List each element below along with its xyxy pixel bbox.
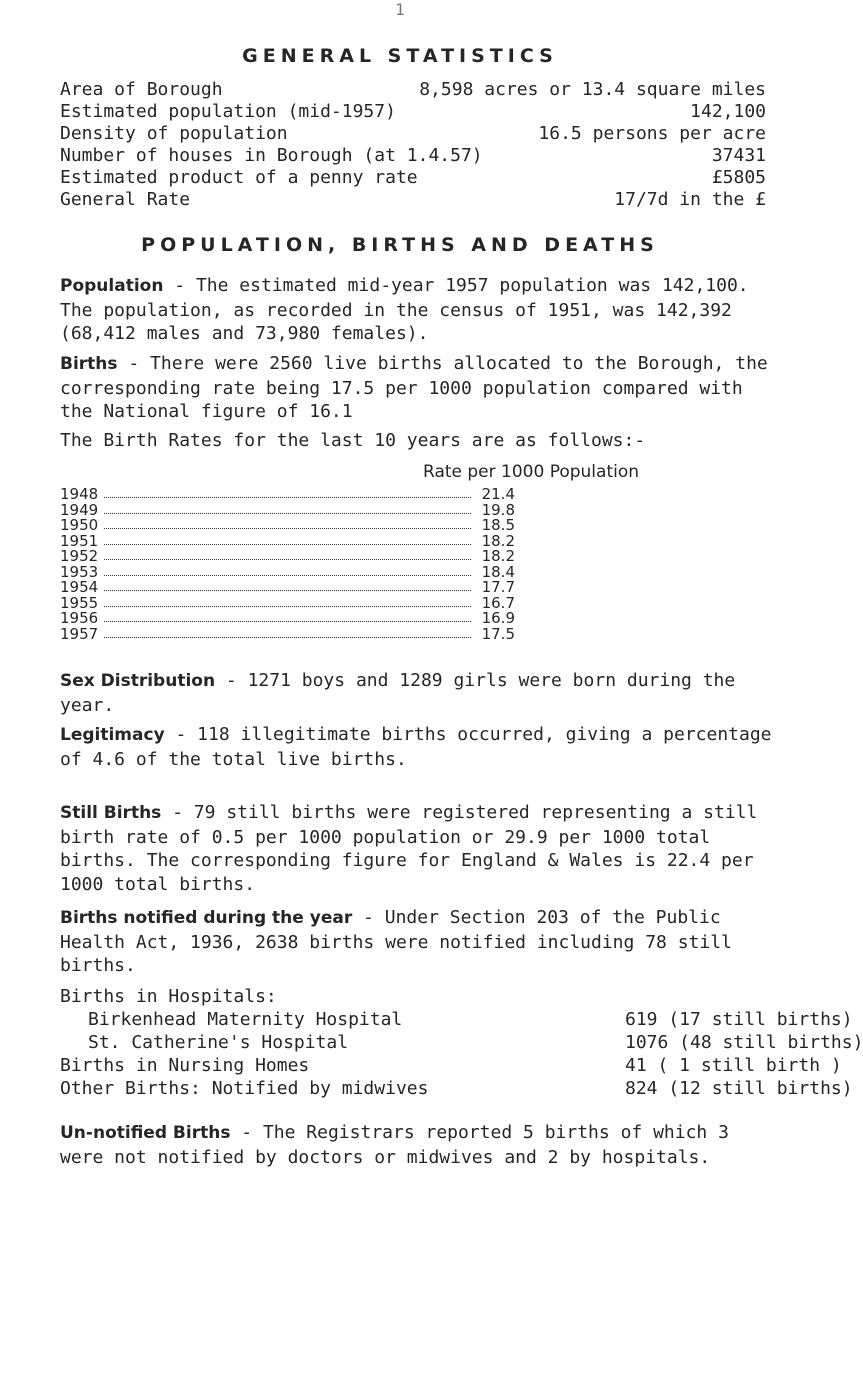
stat-label: Number of houses in Borough (at 1.4.57): [60, 145, 483, 166]
population-label: Population: [60, 276, 164, 296]
stat-value: 37431: [711, 145, 766, 166]
hospital-count: 1076 (48 still births): [625, 1032, 863, 1053]
year: 1951: [60, 531, 99, 550]
sex-distribution-label: Sex Distribution: [60, 671, 216, 691]
leader-dots: [104, 544, 471, 545]
leader-dots: [104, 559, 471, 560]
stat-row: [60, 167, 766, 189]
page-number: 1: [395, 0, 405, 19]
unnotified-label: Un-notified Births: [60, 1123, 231, 1143]
birth-rate-row: [60, 625, 515, 641]
rate: 16.7: [481, 593, 515, 612]
leader-dots: [104, 528, 471, 529]
leader-dots: [104, 637, 471, 638]
hospital-row: [60, 1055, 842, 1078]
still-births-text: - 79 still births were registered representing a still birth rate of 0.5 per 1000 population or 29.9 per 1000 total births. The corresponding figure for England & Wales is 22.4 per 1000 total births.: [60, 802, 758, 895]
still-births-label: Still Births: [60, 803, 162, 823]
stat-label: Estimated population (mid-1957): [60, 101, 396, 122]
stat-value: 16.5 persons per acre: [538, 123, 766, 144]
rate: 17.5: [481, 624, 515, 643]
stat-value: 17/7d in the £: [614, 189, 766, 210]
legitimacy-paragraph: [60, 723, 772, 771]
rate: 18.5: [481, 516, 515, 534]
year: 1954: [60, 578, 99, 596]
section-heading: POPULATION, BIRTHS AND DEATHS: [141, 234, 659, 256]
stat-value: 8,598 acres or 13.4 square miles: [419, 79, 766, 100]
hospital-count: 41 ( 1 still birth ): [625, 1055, 842, 1076]
leader-dots: [104, 606, 471, 607]
stat-label: Estimated product of a penny rate: [60, 167, 418, 188]
legitimacy-label: Legitimacy: [60, 725, 165, 745]
birth-rate-row: [60, 501, 515, 517]
birth-rate-row: [60, 516, 515, 532]
rate: 19.8: [481, 500, 515, 519]
year: 1949: [60, 500, 99, 519]
year: 1953: [60, 562, 99, 581]
rate: 18.2: [481, 531, 515, 550]
stat-row: [60, 123, 766, 145]
year: 1952: [60, 547, 99, 565]
hospital-count: 619 (17 still births): [625, 1009, 853, 1030]
births-paragraph: [60, 352, 772, 424]
hospital-name: Births in Nursing Homes: [60, 1055, 310, 1076]
stat-label: Area of Borough: [60, 79, 223, 100]
birth-rate-row: [60, 547, 515, 563]
hospital-row: [60, 1032, 863, 1055]
sex-distribution-text: - 1271 boys and 1289 girls were born during the year.: [60, 670, 736, 716]
hospitals-heading: Births in Hospitals:: [60, 986, 277, 1007]
hospital-row: [60, 1078, 853, 1101]
birth-rate-row: [60, 485, 515, 501]
stat-row: [60, 101, 766, 123]
birth-rate-row: [60, 563, 515, 579]
rate: 18.4: [481, 562, 515, 581]
rate-column-header: Rate per 1000 Population: [423, 462, 640, 482]
stat-value: 142,100: [690, 101, 766, 122]
unnotified-text: - The Registrars reported 5 births of which 3 were not notified by doctors or midwives and 2 by hospitals.: [60, 1122, 729, 1168]
year: 1948: [60, 485, 99, 503]
birth-rate-row: [60, 594, 515, 610]
stat-row: [60, 145, 766, 167]
sex-distribution-paragraph: [60, 669, 772, 717]
stat-row: [60, 189, 766, 211]
hospital-name: Birkenhead Maternity Hospital: [88, 1009, 403, 1030]
rate: 21.4: [481, 485, 515, 503]
stat-label: Density of population: [60, 123, 288, 144]
year: 1957: [60, 624, 99, 643]
leader-dots: [104, 513, 471, 514]
hospital-row: [60, 1009, 853, 1032]
population-paragraph: [60, 274, 772, 346]
year: 1950: [60, 516, 99, 534]
rate: 16.9: [481, 609, 515, 627]
births-notified-text: - Under Section 203 of the Public Health Act, 1936, 2638 births were notified including 78 still births.: [60, 907, 732, 976]
unnotified-paragraph: [60, 1121, 772, 1169]
population-text: - The estimated mid-year 1957 population was 142,100. The population, as recorded in the census of 1951, was 142,392 (68,412 males and 73,980 females).: [60, 275, 749, 344]
births-notified-label: Births notified during the year: [60, 908, 353, 928]
leader-dots: [104, 621, 471, 622]
leader-dots: [104, 590, 471, 591]
births-text: - There were 2560 live births allocated to the Borough, the corresponding rate being 17.5 per 1000 population compared with the National figure of 16.1: [60, 353, 768, 422]
stat-row: [60, 79, 766, 101]
legitimacy-text: - 118 illegitimate births occurred, giving a percentage of 4.6 of the total live births.: [60, 724, 772, 770]
birth-rate-row: [60, 578, 515, 594]
hospital-name: St. Catherine's Hospital: [88, 1032, 349, 1053]
rate: 18.2: [481, 547, 515, 565]
birth-rate-row: [60, 609, 515, 625]
general-statistics-heading: GENERAL STATISTICS: [242, 45, 558, 67]
hospital-count: 824 (12 still births): [625, 1078, 853, 1099]
births-label: Births: [60, 354, 118, 374]
year: 1956: [60, 609, 99, 627]
births-notified-paragraph: [60, 906, 772, 978]
rate: 17.7: [481, 578, 515, 596]
stat-label: General Rate: [60, 189, 191, 210]
stat-value: £5805: [711, 167, 766, 188]
hospital-name: Other Births: Notified by midwives: [60, 1078, 429, 1099]
leader-dots: [104, 497, 471, 498]
birth-rates-intro: The Birth Rates for the last 10 years are as follows:-: [60, 430, 646, 451]
still-births-paragraph: [60, 801, 772, 896]
leader-dots: [104, 575, 471, 576]
year: 1955: [60, 593, 99, 612]
birth-rate-row: [60, 532, 515, 548]
